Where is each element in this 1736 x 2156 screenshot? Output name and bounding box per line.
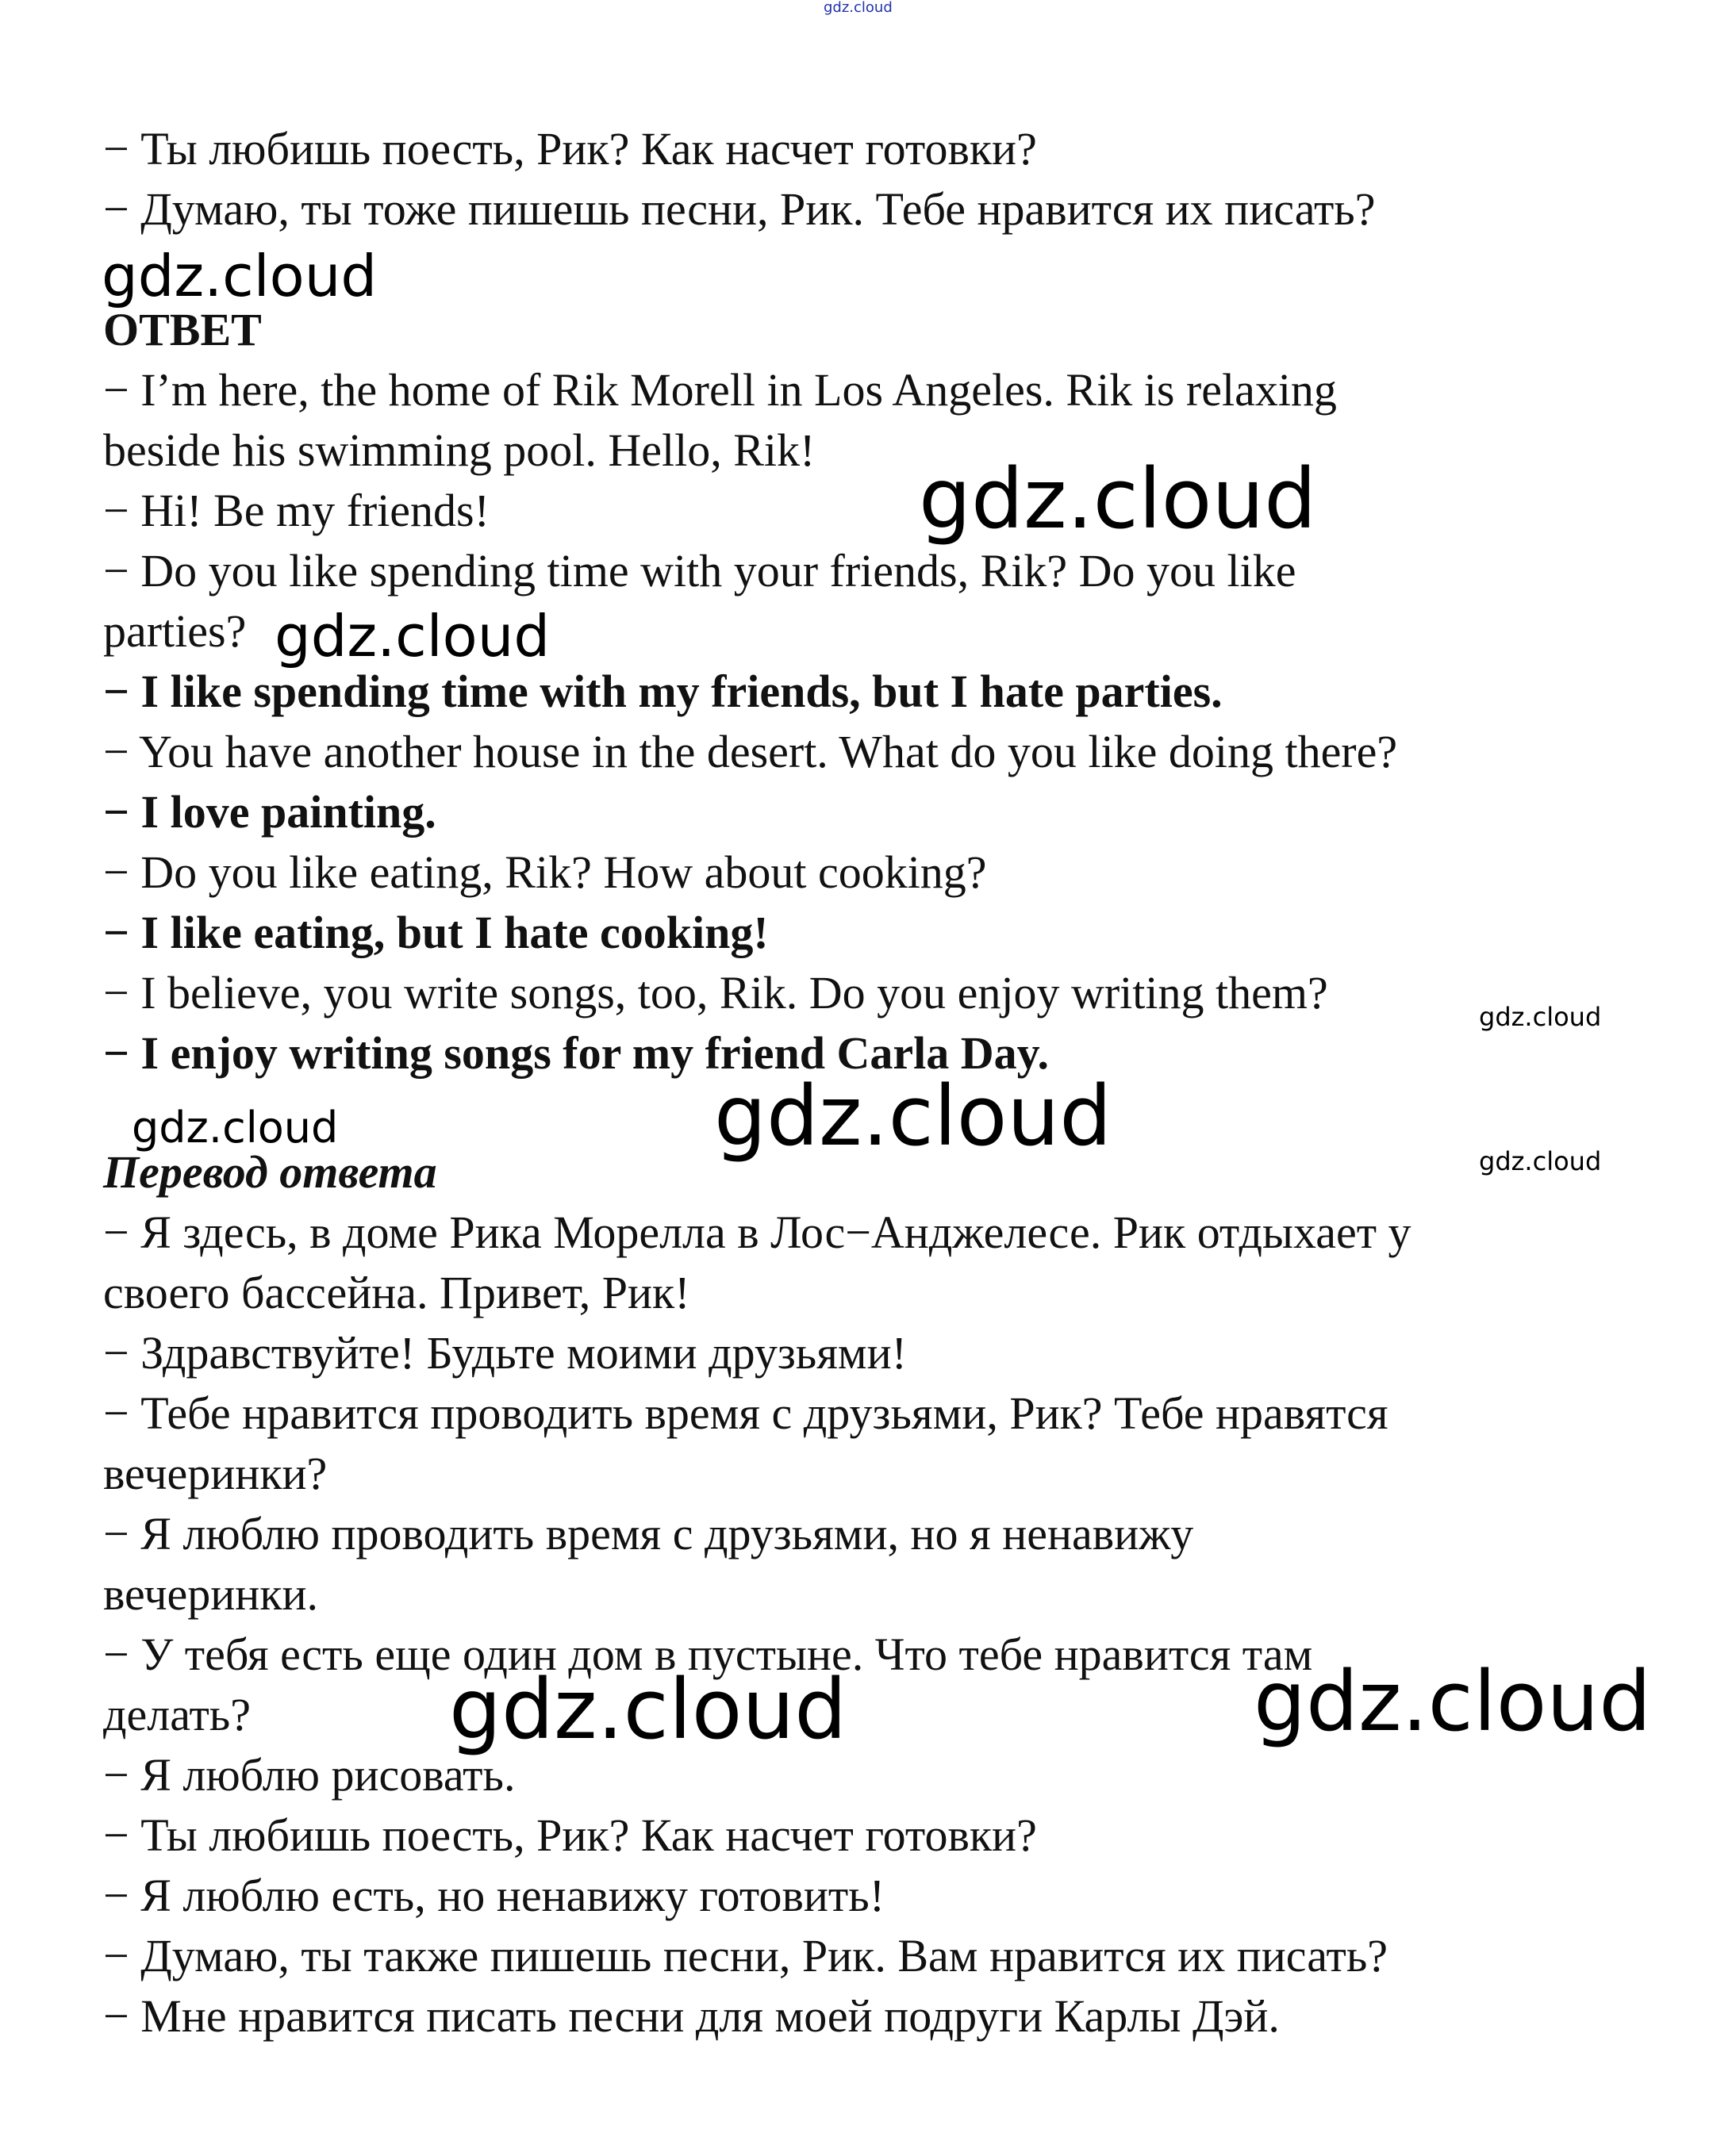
- translation-line: делать?: [103, 1689, 251, 1740]
- watermark: gdz.cloud: [1479, 1146, 1602, 1176]
- watermark: gdz.cloud: [1479, 1002, 1602, 1032]
- translation-line: − Мне нравится писать песни для моей подруги Карлы Дэй.: [103, 1990, 1280, 2042]
- answer-line-bold: − I enjoy writing songs for my friend Carla Day.: [103, 1027, 1049, 1079]
- question-line: − Думаю, ты тоже пишешь песни, Рик. Тебе нравится их писать?: [103, 183, 1376, 235]
- translation-line: − Ты любишь поесть, Рик? Как насчет готовки?: [103, 1809, 1037, 1861]
- translation-line: вечеринки.: [103, 1568, 319, 1620]
- translation-line: − У тебя есть еще один дом в пустыне. Что тебе нравится там: [103, 1629, 1313, 1680]
- question-line: − Ты любишь поесть, Рик? Как насчет готовки?: [103, 123, 1037, 175]
- answer-line: parties?: [103, 605, 247, 657]
- translation-line: − Тебе нравится проводить время с друзьями, Рик? Тебе нравятся: [103, 1387, 1388, 1439]
- translation-heading: Перевод ответа: [103, 1146, 437, 1198]
- answer-line: − I’m here, the home of Rik Morell in Los Angeles. Rik is relaxing: [103, 364, 1337, 416]
- answer-line: − Do you like eating, Rik? How about cooking?: [103, 846, 987, 898]
- answer-line: beside his swimming pool. Hello, Rik!: [103, 424, 816, 476]
- answer-line: − Do you like spending time with your friends, Rik? Do you like: [103, 545, 1296, 597]
- watermark: gdz.cloud: [714, 1068, 1112, 1164]
- watermark: gdz.cloud: [449, 1661, 847, 1758]
- answer-line: − Hi! Be my friends!: [103, 485, 490, 536]
- translation-line: своего бассейна. Привет, Рик!: [103, 1267, 690, 1318]
- translation-line: − Я люблю рисовать.: [103, 1749, 516, 1801]
- watermark: gdz.cloud: [132, 1103, 339, 1153]
- answer-line-bold: − I love painting.: [103, 786, 436, 838]
- answer-heading: ОТВЕТ: [103, 304, 262, 355]
- translation-line: вечеринки?: [103, 1448, 328, 1499]
- translation-line: − Здравствуйте! Будьте моими друзьями!: [103, 1327, 907, 1379]
- answer-line: − I believe, you write songs, too, Rik. Do you enjoy writing them?: [103, 967, 1328, 1019]
- translation-line: − Я здесь, в доме Рика Морелла в Лос−Анджелесе. Рик отдыхает у: [103, 1207, 1411, 1258]
- translation-line: − Я люблю есть, но ненавижу готовить!: [103, 1870, 885, 1921]
- watermark: gdz.cloud: [1254, 1653, 1652, 1750]
- watermark: gdz.cloud: [275, 603, 551, 669]
- answer-line-bold: − I like eating, but I hate cooking!: [103, 907, 769, 958]
- answer-line-bold: − I like spending time with my friends, but I hate parties.: [103, 666, 1223, 717]
- watermark-top: gdz.cloud: [824, 0, 893, 16]
- watermark: gdz.cloud: [102, 243, 378, 309]
- translation-line: − Думаю, ты также пишешь песни, Рик. Вам нравится их писать?: [103, 1930, 1388, 1981]
- watermark: gdz.cloud: [919, 451, 1317, 547]
- translation-line: − Я люблю проводить время с друзьями, но я ненавижу: [103, 1508, 1194, 1559]
- answer-line: − You have another house in the desert. What do you like doing there?: [103, 726, 1398, 777]
